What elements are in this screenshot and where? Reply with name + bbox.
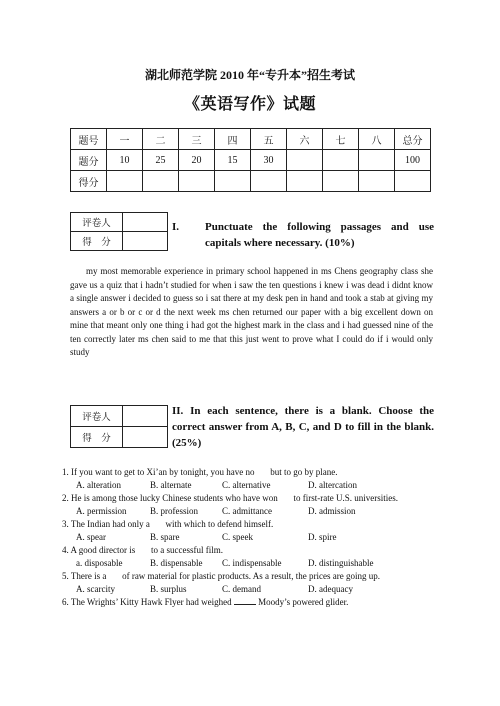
- table-cell: 总分: [395, 129, 431, 150]
- option[interactable]: C. alternative: [222, 480, 271, 490]
- table-cell[interactable]: [143, 171, 179, 192]
- section-2-number: II.: [172, 405, 184, 417]
- table-cell: 四: [215, 129, 251, 150]
- table-row: [71, 150, 431, 171]
- table-cell: 30: [251, 150, 287, 171]
- table-cell: 八: [359, 129, 395, 150]
- option[interactable]: D. spire: [308, 532, 337, 542]
- option[interactable]: A. alteration: [76, 480, 121, 490]
- question-6: [62, 596, 434, 609]
- table-row: [71, 232, 168, 251]
- options-1: [62, 479, 434, 492]
- section-1-passage: my most memorable experience in primary school happened in ms Chens geography class she gave us a quiz that i hadn’t studied for when i saw the ten questions i knew i was dead i didnt know a single answer i decided to guess so i sat there at my desk pen in hand and took a stab at giving my answers a or b or c or d the next week ms chen returned our paper with a big excellent down on mine that meant only one thing i had got the highest mark in the class and i had guessed nine of the ten correctly later ms chen said to me that this just went to prove what I could do if i would only study: [70, 266, 433, 357]
- score-field[interactable]: [123, 427, 168, 448]
- table-cell: 得分: [71, 171, 107, 192]
- score-label: 得 分: [71, 232, 123, 251]
- table-cell: [359, 150, 395, 171]
- table-cell: 二: [143, 129, 179, 150]
- table-cell: 15: [215, 150, 251, 171]
- table-cell[interactable]: [215, 171, 251, 192]
- table-cell[interactable]: [251, 171, 287, 192]
- table-cell: 六: [287, 129, 323, 150]
- table-cell[interactable]: [323, 171, 359, 192]
- reviewer-label: 评卷人: [71, 213, 123, 232]
- option[interactable]: B. spare: [150, 532, 180, 542]
- question-6-start: 6. The Wrights’ Kitty Hawk Flyer had weighed: [62, 597, 232, 607]
- exam-title: 湖北师范学院 2010 年“专升本”招生考试: [144, 68, 355, 82]
- table-cell[interactable]: [359, 171, 395, 192]
- question-3: 3. The Indian had only a with which to defend himself.: [62, 519, 274, 529]
- table-cell: 题号: [71, 129, 107, 150]
- option[interactable]: C. admittance: [222, 506, 272, 516]
- table-cell: 一: [107, 129, 143, 150]
- question-2: 2. He is among those lucky Chinese students who have won to first-rate U.S. universities.: [62, 493, 398, 503]
- reviewer-label: 评卷人: [71, 406, 123, 427]
- option[interactable]: A. scarcity: [76, 584, 115, 594]
- option[interactable]: B. dispensable: [150, 558, 203, 568]
- table-cell: 七: [323, 129, 359, 150]
- option[interactable]: D. distinguishable: [308, 558, 374, 568]
- option[interactable]: B. profession: [150, 506, 198, 516]
- table-cell: 题分: [71, 150, 107, 171]
- table-cell[interactable]: [107, 171, 143, 192]
- option[interactable]: D. altercation: [308, 480, 357, 490]
- options-4: [62, 557, 434, 570]
- exam-subtitle: 《英语写作》试题: [183, 96, 316, 113]
- table-cell: [323, 150, 359, 171]
- section-1-heading: [172, 219, 434, 251]
- table-row: [71, 129, 431, 150]
- option[interactable]: D. admission: [308, 506, 356, 516]
- table-cell: 10: [107, 150, 143, 171]
- section-2-heading: [172, 403, 434, 451]
- option[interactable]: A. permission: [76, 506, 127, 516]
- question-6-end: Moody’s powered glider.: [258, 597, 349, 607]
- questions-list: [62, 466, 434, 609]
- options-5: [62, 583, 434, 596]
- table-cell[interactable]: [287, 171, 323, 192]
- table-cell: 20: [179, 150, 215, 171]
- options-3: [62, 531, 434, 544]
- table-row: [71, 213, 168, 232]
- section-1-instruction: Punctuate the following passages and use capitals where necessary. (10%): [205, 221, 434, 249]
- option[interactable]: C. demand: [222, 584, 261, 594]
- score-table: [70, 128, 431, 192]
- table-cell[interactable]: [179, 171, 215, 192]
- option[interactable]: D. adequacy: [308, 584, 353, 594]
- reviewer-field[interactable]: [123, 406, 168, 427]
- grader-box-2: [70, 405, 168, 448]
- section-1-number: I.: [172, 221, 180, 233]
- table-row: [71, 427, 168, 448]
- table-cell: 三: [179, 129, 215, 150]
- score-field[interactable]: [123, 232, 168, 251]
- option[interactable]: C. indispensable: [222, 558, 282, 568]
- options-2: [62, 505, 434, 518]
- table-cell[interactable]: [395, 171, 431, 192]
- question-4: 4. A good director is to a successful film.: [62, 545, 223, 555]
- option[interactable]: B. surplus: [150, 584, 187, 594]
- question-5: 5. There is a of raw material for plastic products. As a result, the prices are going up.: [62, 571, 380, 581]
- option[interactable]: B. alternate: [150, 480, 192, 490]
- answer-blank[interactable]: [234, 596, 256, 605]
- section-2-instruction: In each sentence, there is a blank. Choose the correct answer from A, B, C, and D to fill in the blank. (25%): [172, 405, 434, 449]
- table-cell: [287, 150, 323, 171]
- option[interactable]: a. disposable: [76, 558, 123, 568]
- table-row: [71, 406, 168, 427]
- table-row: [71, 171, 431, 192]
- table-cell: 100: [395, 150, 431, 171]
- option[interactable]: C. speek: [222, 532, 253, 542]
- score-label: 得 分: [71, 427, 123, 448]
- table-cell: 25: [143, 150, 179, 171]
- table-cell: 五: [251, 129, 287, 150]
- grader-box-1: [70, 212, 168, 251]
- reviewer-field[interactable]: [123, 213, 168, 232]
- option[interactable]: A. spear: [76, 532, 106, 542]
- question-1: 1. If you want to get to Xi’an by tonight, you have no but to go by plane.: [62, 467, 338, 477]
